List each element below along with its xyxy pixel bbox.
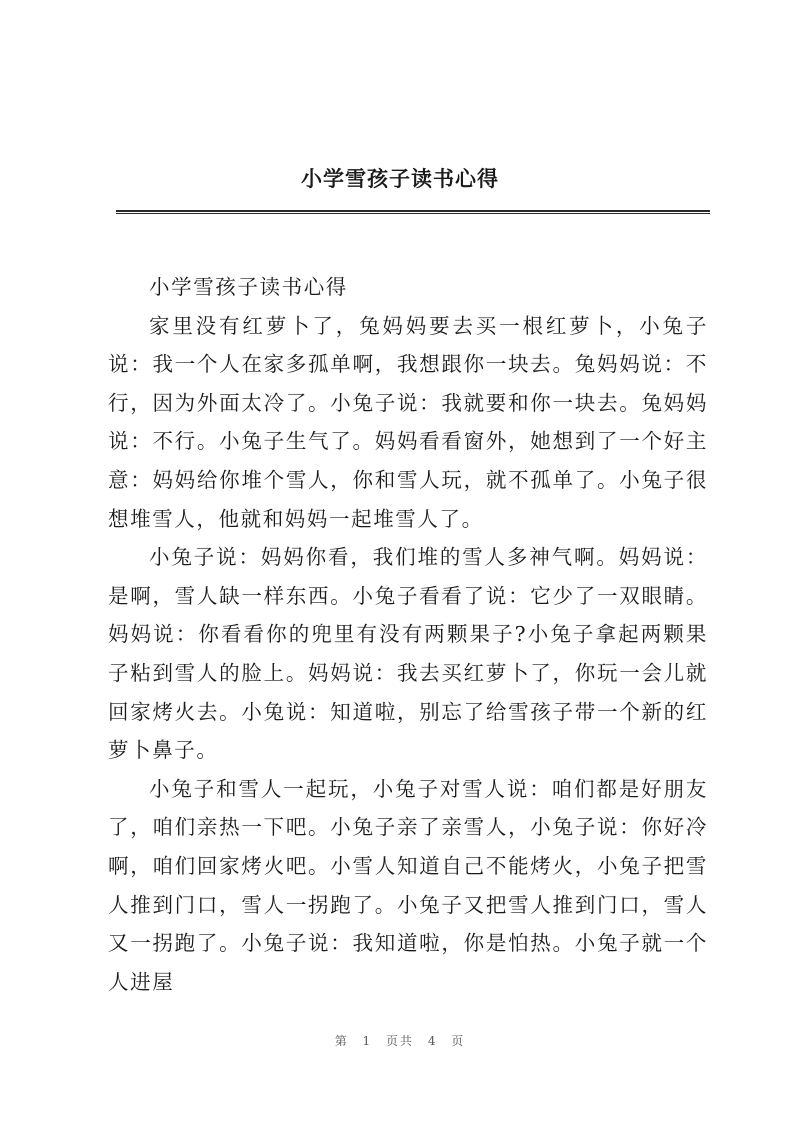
document-subtitle: 小学雪孩子读书心得: [149, 275, 348, 299]
document-body: [108, 268, 708, 1001]
paragraph: 小兔子说：妈妈你看，我们堆的雪人多神气啊。妈妈说：是啊，雪人缺一样东西。小兔子看看了说：它少了一双眼睛。妈妈说：你看看你的兜里有没有两颗果子?小兔子拿起两颗果子粘到雪人的脸上。妈妈说：我去买红萝卜了，你玩一会儿就回家烤火去。小兔说：知道啦，别忘了给雪孩子带一个新的红萝卜鼻子。: [108, 545, 708, 763]
paragraph: 小兔子和雪人一起玩，小兔子对雪人说：咱们都是好朋友了，咱们亲热一下吧。小兔子亲了亲雪人，小兔子说：你好冷啊，咱们回家烤火吧。小雪人知道自己不能烤火，小兔子把雪人推到门口，雪人一拐跑了。小兔子又把雪人推到门口，雪人又一拐跑了。小兔子说：我知道啦，你是怕热。小兔子就一个人进屋: [108, 776, 708, 994]
title-divider: [116, 210, 710, 214]
page-title: 小学雪孩子读书心得: [301, 166, 499, 191]
paragraph: 家里没有红萝卜了，兔妈妈要去买一根红萝卜，小兔子说：我一个人在家多孤单啊，我想跟你一块去。兔妈妈说：不行，因为外面太冷了。小兔子说：我就要和你一块去。兔妈妈说：不行。小兔子生气了。妈妈看看窗外，她想到了一个好主意：妈妈给你堆个雪人，你和雪人玩，就不孤单了。小兔子很想堆雪人，他就和妈妈一起堆雪人了。: [108, 313, 708, 531]
page-number-footer: 第 1 页共 4 页: [334, 1034, 466, 1048]
